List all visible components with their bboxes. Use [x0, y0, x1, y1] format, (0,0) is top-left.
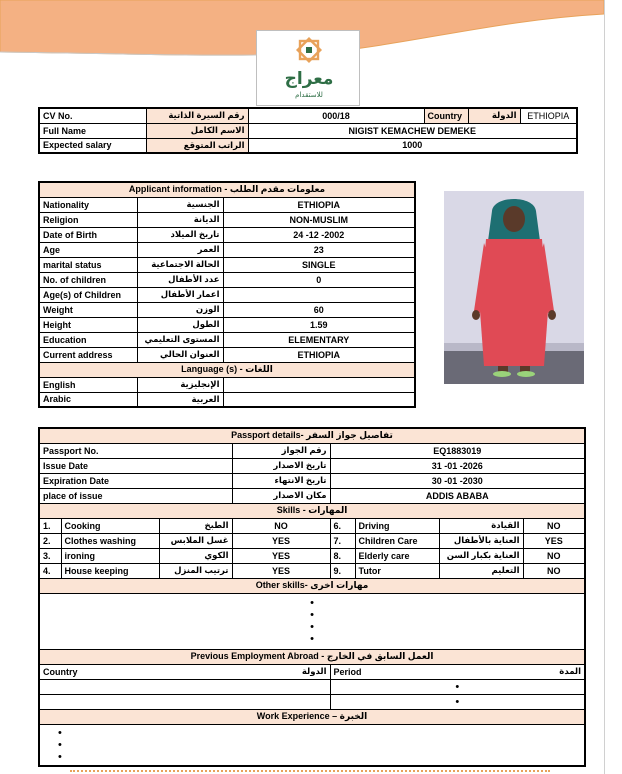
passport-field-label-ar: تاريخ الانتهاء — [232, 473, 330, 488]
applicant-field-label: Date of Birth — [39, 227, 137, 242]
applicant-field-label-ar: المستوى التعليمي — [137, 332, 223, 347]
other-skill-bullet: • — [310, 633, 314, 645]
skill-row — [39, 518, 585, 533]
applicant-info-table — [38, 181, 416, 408]
skill-label: Tutor — [355, 563, 439, 578]
applicant-field-label-ar: عدد الأطفال — [137, 272, 223, 287]
passport-field-label: place of issue — [39, 488, 232, 503]
applicant-field-label: marital status — [39, 257, 137, 272]
skill-label: Cooking — [61, 518, 159, 533]
applicant-row — [39, 332, 415, 347]
language-level — [223, 392, 415, 407]
skills-header: Skills - المهارات — [39, 503, 585, 518]
passport-row — [39, 443, 585, 458]
skill-label-ar: غسل الملابس — [159, 533, 232, 548]
applicant-field-label: No. of children — [39, 272, 137, 287]
applicant-field-label-ar: الجنسية — [137, 197, 223, 212]
skill-value: NO — [523, 518, 585, 533]
skill-label-ar: الكوي — [159, 548, 232, 563]
company-logo — [256, 30, 360, 106]
prev-country-cell — [39, 679, 330, 694]
previous-employment-header: Previous Employment Abroad - العمل السابق في الخارج — [39, 649, 585, 664]
skill-number: 8. — [330, 548, 355, 563]
applicant-field-value: ETHIOPIA — [223, 347, 415, 362]
skill-row — [39, 533, 585, 548]
prev-country-label-ar: الدولة — [232, 664, 330, 679]
work-experience-list — [39, 724, 585, 766]
applicant-field-label-ar: اعمار الأطفال — [137, 287, 223, 302]
full-name-value: NIGIST KEMACHEW DEMEKE — [248, 123, 577, 138]
applicant-field-label-ar: الحالة الاجتماعية — [137, 257, 223, 272]
applicant-field-label-ar: العمر — [137, 242, 223, 257]
prev-country-label-en: Country — [43, 666, 78, 677]
passport-field-label: Expiration Date — [39, 473, 232, 488]
applicant-field-value: ETHIOPIA — [223, 197, 415, 212]
other-skill-bullet: • — [310, 609, 314, 621]
skill-number: 1. — [39, 518, 61, 533]
country-value: ETHIOPIA — [520, 108, 577, 123]
applicant-field-label-ar: الطول — [137, 317, 223, 332]
applicant-row — [39, 227, 415, 242]
skill-number: 4. — [39, 563, 61, 578]
salary-label: Expected salary — [39, 138, 146, 153]
full-name-label: Full Name — [39, 123, 146, 138]
language-header: Language (s) - اللغات — [39, 362, 415, 377]
right-margin-line — [604, 0, 605, 774]
prev-period-bullet: • — [330, 694, 585, 709]
skill-label-ar: التعليم — [439, 563, 523, 578]
applicant-field-value: 0 — [223, 272, 415, 287]
skill-row — [39, 548, 585, 563]
applicant-field-label: Weight — [39, 302, 137, 317]
cv-no-label: CV No. — [39, 108, 146, 123]
skill-value: YES — [523, 533, 585, 548]
applicant-field-label-ar: الوزن — [137, 302, 223, 317]
work-bullet: • — [58, 750, 62, 763]
prev-country-label — [39, 664, 232, 679]
applicant-field-label-ar: تاريخ الميلاد — [137, 227, 223, 242]
salary-value: 1000 — [248, 138, 577, 153]
passport-field-label-ar: تاريخ الاصدار — [232, 458, 330, 473]
language-label: English — [39, 377, 137, 392]
applicant-row — [39, 272, 415, 287]
applicant-field-value: ELEMENTARY — [223, 332, 415, 347]
language-row — [39, 392, 415, 407]
applicant-field-value — [223, 287, 415, 302]
applicant-info-header: Applicant information - معلومات مقدم الطلب — [39, 182, 415, 197]
skill-label-ar: العناية بكبار السن — [439, 548, 523, 563]
prev-period-label: Period — [330, 664, 439, 679]
passport-header: Passport details- تفاصيل جواز السفر — [39, 428, 585, 443]
cv-no-value: 000/18 — [248, 108, 424, 123]
prev-country-cell — [39, 694, 330, 709]
other-skill-bullet: • — [310, 621, 314, 633]
prev-period-label-ar: المدة — [439, 664, 585, 679]
cv-no-label-ar: رقم السيرة الذاتية — [146, 108, 248, 123]
country-label: Country — [424, 108, 468, 123]
passport-field-label: Issue Date — [39, 458, 232, 473]
passport-row — [39, 458, 585, 473]
other-skills-header: Other skills- مهارات اخرى — [39, 578, 585, 593]
applicant-field-value: 60 — [223, 302, 415, 317]
passport-field-label-ar: رقم الجواز — [232, 443, 330, 458]
applicant-field-value: 23 — [223, 242, 415, 257]
applicant-field-label: Age(s) of Children — [39, 287, 137, 302]
full-name-label-ar: الاسم الكامل — [146, 123, 248, 138]
passport-field-label-ar: مكان الاصدار — [232, 488, 330, 503]
prev-period-bullet: • — [330, 679, 585, 694]
skill-label: Elderly care — [355, 548, 439, 563]
skill-value: NO — [232, 518, 330, 533]
skill-value: YES — [232, 563, 330, 578]
language-level — [223, 377, 415, 392]
passport-row — [39, 488, 585, 503]
applicant-field-label: Nationality — [39, 197, 137, 212]
applicant-field-value: 24 -12 -2002 — [223, 227, 415, 242]
skill-number: 2. — [39, 533, 61, 548]
salary-label-ar: الراتب المتوقع — [146, 138, 248, 153]
language-label-ar: العربية — [137, 392, 223, 407]
skill-number: 7. — [330, 533, 355, 548]
applicant-row — [39, 317, 415, 332]
skill-value: NO — [523, 563, 585, 578]
passport-row — [39, 473, 585, 488]
country-label-ar: الدولة — [468, 108, 520, 123]
skill-label: ironing — [61, 548, 159, 563]
applicant-field-label-ar: الديانة — [137, 212, 223, 227]
applicant-row — [39, 212, 415, 227]
applicant-field-value: NON-MUSLIM — [223, 212, 415, 227]
applicant-field-value: 1.59 — [223, 317, 415, 332]
skill-number: 9. — [330, 563, 355, 578]
passport-skills-table — [38, 427, 586, 767]
applicant-row — [39, 302, 415, 317]
logo-tagline: للاستقدام — [295, 92, 323, 99]
skill-label-ar: العناية بالأطفال — [439, 533, 523, 548]
applicant-field-label-ar: العنوان الحالي — [137, 347, 223, 362]
skill-value: YES — [232, 533, 330, 548]
work-bullet: • — [58, 738, 62, 751]
applicant-field-value: SINGLE — [223, 257, 415, 272]
skill-number: 3. — [39, 548, 61, 563]
applicant-row — [39, 197, 415, 212]
skill-label-ar: القيادة — [439, 518, 523, 533]
applicant-row — [39, 257, 415, 272]
passport-field-value: ADDIS ABABA — [330, 488, 585, 503]
applicant-field-label: Religion — [39, 212, 137, 227]
work-bullet: • — [58, 726, 62, 739]
logo-name: معراج — [284, 69, 334, 89]
skill-label: House keeping — [61, 563, 159, 578]
other-skill-bullet: • — [310, 597, 314, 609]
skill-label-ar: الطبخ — [159, 518, 232, 533]
passport-field-value: EQ1883019 — [330, 443, 585, 458]
work-experience-header: Work Experience – الخبرة — [39, 709, 585, 724]
footer-cutoff-line — [70, 770, 550, 774]
language-row — [39, 377, 415, 392]
skill-number: 6. — [330, 518, 355, 533]
passport-field-value: 31 -01 -2026 — [330, 458, 585, 473]
language-label-ar: الإنجليزية — [137, 377, 223, 392]
skill-label: Children Care — [355, 533, 439, 548]
other-skills-list — [39, 593, 585, 649]
applicant-field-label: Education — [39, 332, 137, 347]
cv-summary-table — [38, 107, 578, 154]
applicant-field-label: Age — [39, 242, 137, 257]
skill-row — [39, 563, 585, 578]
skill-value: NO — [523, 548, 585, 563]
applicant-photo — [444, 191, 584, 384]
passport-field-label: Passport No. — [39, 443, 232, 458]
skill-value: YES — [232, 548, 330, 563]
applicant-field-label: Height — [39, 317, 137, 332]
skill-label: Driving — [355, 518, 439, 533]
passport-field-value: 30 -01 -2030 — [330, 473, 585, 488]
skill-label: Clothes washing — [61, 533, 159, 548]
applicant-field-label: Current address — [39, 347, 137, 362]
skill-label-ar: ترتيب المنزل — [159, 563, 232, 578]
applicant-row — [39, 242, 415, 257]
applicant-row — [39, 347, 415, 362]
language-label: Arabic — [39, 392, 137, 407]
applicant-row — [39, 287, 415, 302]
logo-emblem-icon — [289, 37, 329, 71]
